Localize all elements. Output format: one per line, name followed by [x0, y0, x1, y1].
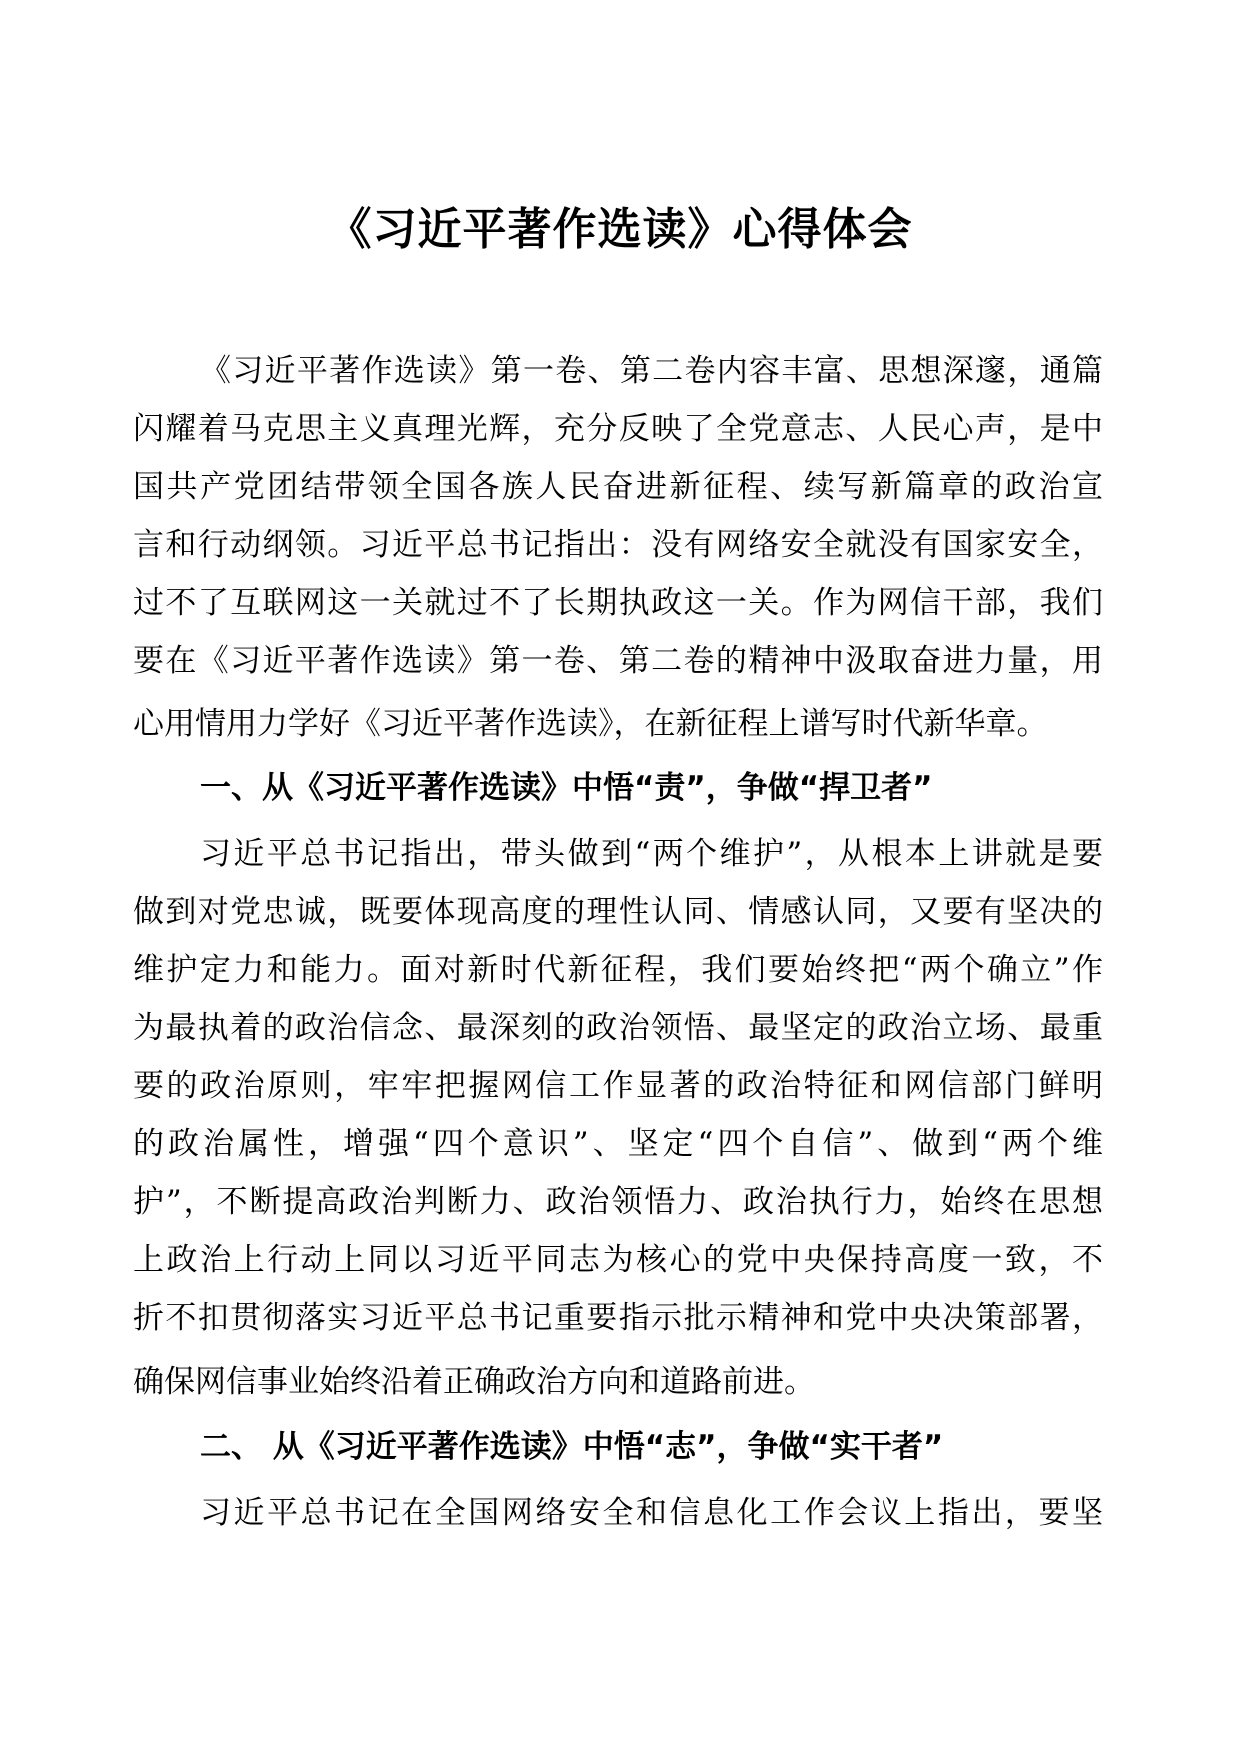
intro-line: 闪耀着马克思主义真理光辉，充分反映了全党意志、人民心声，是中 [133, 411, 1103, 447]
intro-line: 过不了互联网这一关就过不了长期执政这一关。作为网信干部，我们 [133, 585, 1103, 621]
section1-line: 习近平总书记指出，带头做到“两个维护”，从根本上讲就是要 [200, 836, 1103, 872]
section1-line: 上政治上行动上同以习近平同志为核心的党中央保持高度一致，不 [133, 1242, 1103, 1278]
section1-line: 要的政治原则，牢牢把握网信工作显著的政治特征和网信部门鲜明 [133, 1068, 1103, 1104]
intro-line: 要在《习近平著作选读》第一卷、第二卷的精神中汲取奋进力量，用 [133, 643, 1103, 679]
document-title: 《习近平著作选读》心得体会 [327, 204, 913, 255]
section1-line: 维护定力和能力。面对新时代新征程，我们要始终把“两个确立”作 [133, 952, 1103, 988]
section1-line: 确保网信事业始终沿着正确政治方向和道路前进。 [133, 1364, 815, 1400]
intro-line: 言和行动纲领。习近平总书记指出：没有网络安全就没有国家安全， [133, 527, 1103, 563]
intro-line: 国共产党团结带领全国各族人民奋进新征程、续写新篇章的政治宣 [133, 469, 1103, 505]
section1-line: 为最执着的政治信念、最深刻的政治领悟、最坚定的政治立场、最重 [133, 1010, 1103, 1046]
section1-line: 折不扣贯彻落实习近平总书记重要指示批示精神和党中央决策部署， [133, 1300, 1103, 1336]
intro-line: 《习近平著作选读》第一卷、第二卷内容丰富、思想深邃，通篇 [200, 353, 1103, 389]
section1-line: 护”，不断提高政治判断力、政治领悟力、政治执行力，始终在思想 [133, 1184, 1103, 1220]
section-heading-2: 二、 从《习近平著作选读》中悟“志”，争做“实干者” [200, 1429, 944, 1465]
intro-line: 心用情用力学好《习近平著作选读》，在新征程上谱写时代新华章。 [133, 706, 1048, 742]
section1-line: 的政治属性，增强“四个意识”、坚定“四个自信”、做到“两个维 [133, 1126, 1103, 1162]
section1-line: 做到对党忠诚，既要体现高度的理性认同、情感认同，又要有坚决的 [133, 894, 1103, 930]
section2-line: 习近平总书记在全国网络安全和信息化工作会议上指出，要坚 [200, 1495, 1103, 1531]
section-heading-1: 一、从《习近平著作选读》中悟“责”，争做“捍卫者” [200, 770, 933, 806]
